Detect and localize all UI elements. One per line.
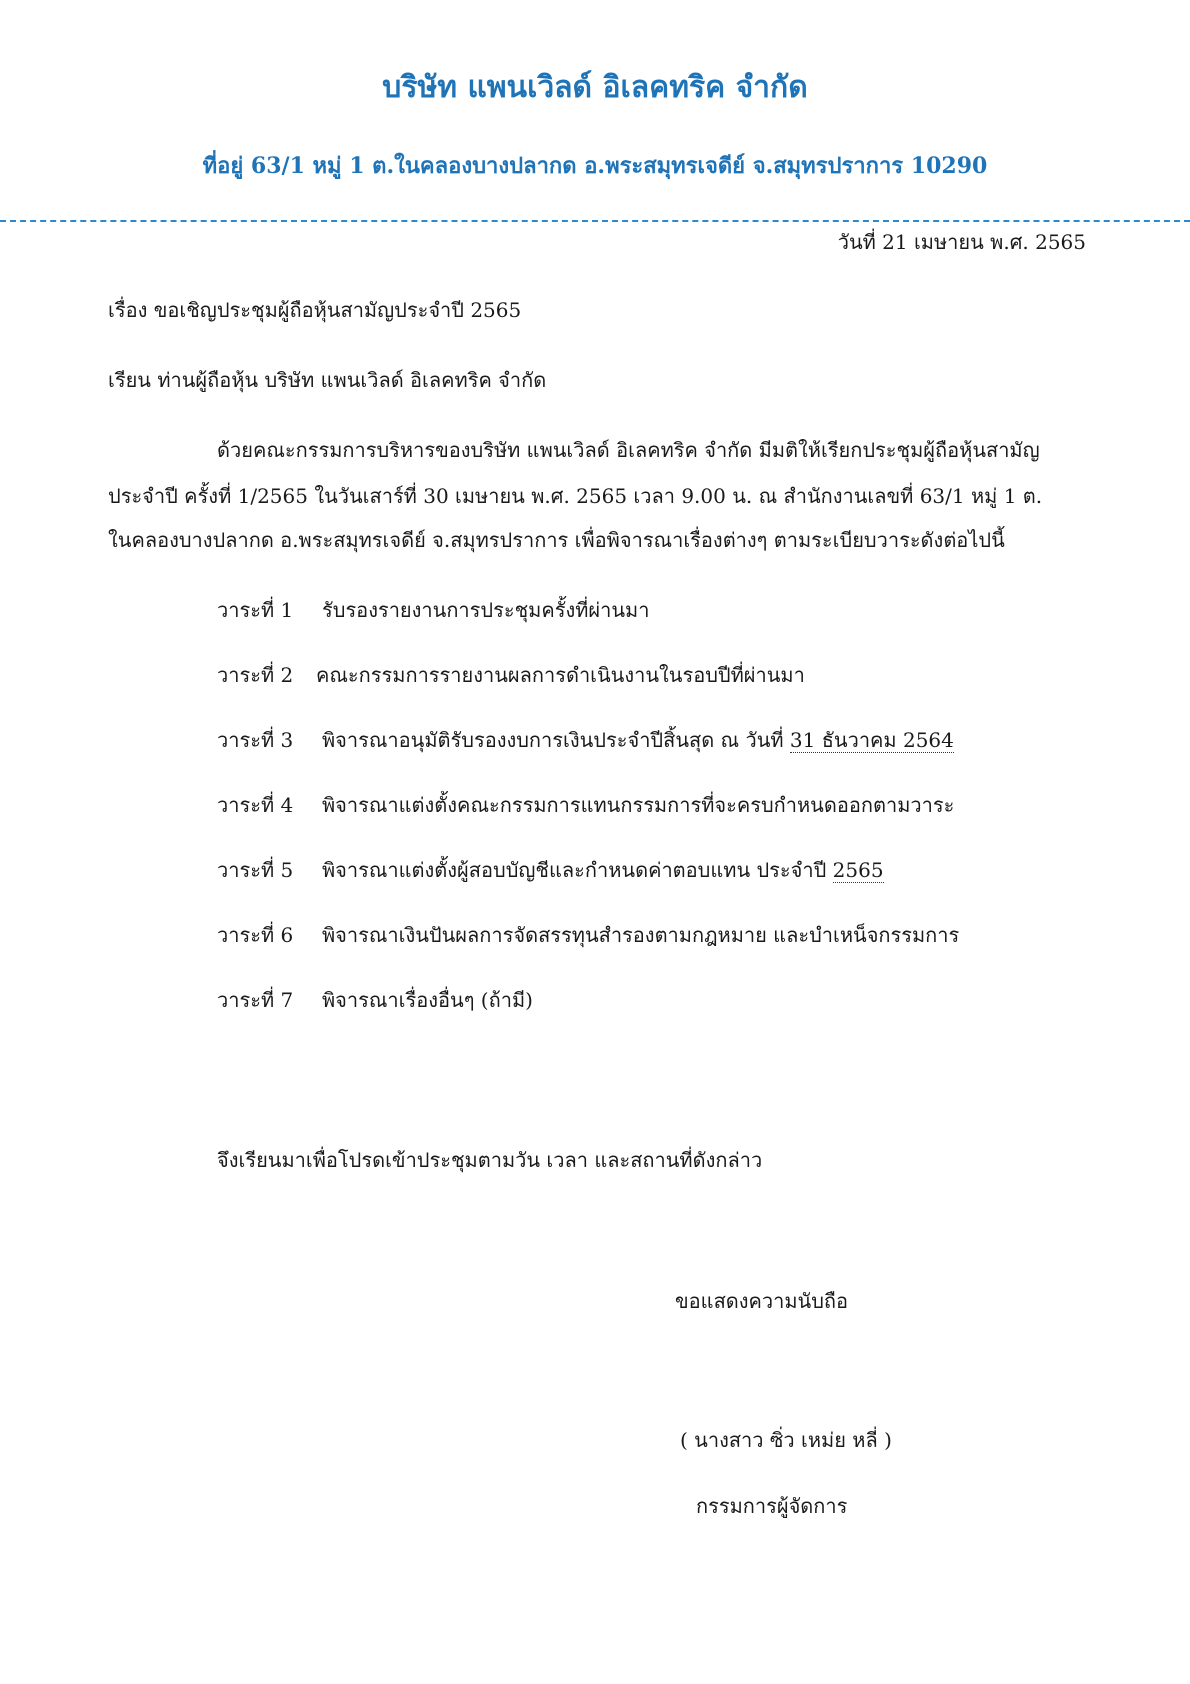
agenda-text: พิจารณาเงินปันผลการจัดสรรทุนสำรองตามกฎหมาย และบำเหน็จกรรมการ <box>322 923 960 947</box>
company-address: ที่อยู่ 63/1 หมู่ 1 ต.ในคลองบางปลากด อ.พระสมุทรเจดีย์ จ.สมุทรปราการ 10290 <box>202 153 988 179</box>
agenda-label: วาระที่ 1 <box>217 598 294 622</box>
agenda-label: วาระที่ 5 <box>217 858 294 882</box>
agenda-label: วาระที่ 4 <box>217 793 294 817</box>
agenda-label: วาระที่ 7 <box>217 988 294 1012</box>
agenda-text: พิจารณาแต่งตั้งคณะกรรมการแทนกรรมการที่จะครบกำหนดออกตามวาระ <box>322 793 955 817</box>
agenda-text: พิจารณาเรื่องอื่นๆ (ถ้ามี) <box>322 988 533 1012</box>
paragraph-line-1: ด้วยคณะกรรมการบริหารของบริษัท แพนเวิลด์ อิเลคทริค จำกัด มีมติให้เรียกประชุมผู้ถือหุ้นสามัญ <box>217 438 1040 462</box>
agenda-label: วาระที่ 3 <box>217 728 294 752</box>
agenda-label: วาระที่ 2 <box>217 663 294 687</box>
signer-name: ( นางสาว ซิ่ว เหม่ย หลี่ ) <box>680 1428 892 1452</box>
agenda-text <box>322 854 884 886</box>
company-name: บริษัท แพนเวิลด์ อิเลคทริค จำกัด <box>382 70 808 105</box>
letter-salutation: เรียน ท่านผู้ถือหุ้น บริษัท แพนเวิลด์ อิเลคทริค จำกัด <box>108 368 547 392</box>
agenda-text: คณะกรรมการรายงานผลการดำเนินงานในรอบปีที่ผ่านมา <box>316 663 805 687</box>
agenda-date-underlined: 31 ธันวาคม 2564 <box>789 728 954 752</box>
agenda-year-underlined: 2565 <box>832 858 884 882</box>
letter-subject: เรื่อง ขอเชิญประชุมผู้ถือหุ้นสามัญประจำปี 2565 <box>108 298 522 322</box>
regards-line: ขอแสดงความนับถือ <box>675 1289 849 1313</box>
paragraph-line-2: ประจำปี ครั้งที่ 1/2565 ในวันเสาร์ที่ 30 เมษายน พ.ศ. 2565 เวลา 9.00 น. ณ สำนักงานเลขที่ 63/1 หมู่ 1 ต. <box>108 484 1043 508</box>
agenda-label: วาระที่ 6 <box>217 923 294 947</box>
signer-position: กรรมการผู้จัดการ <box>696 1494 848 1518</box>
header-divider <box>0 220 1190 222</box>
letter-date: วันที่ 21 เมษายน พ.ศ. 2565 <box>837 230 1086 254</box>
agenda-text-main: พิจารณาแต่งตั้งผู้สอบบัญชีและกำหนดค่าตอบแทน ประจำปี <box>322 858 827 882</box>
agenda-text: รับรองรายงานการประชุมครั้งที่ผ่านมา <box>322 598 650 622</box>
agenda-text-main: พิจารณาอนุมัติรับรองงบการเงินประจำปีสิ้นสุด ณ วันที่ <box>322 728 784 752</box>
paragraph-line-3: ในคลองบางปลากด อ.พระสมุทรเจดีย์ จ.สมุทรปราการ เพื่อพิจารณาเรื่องต่างๆ ตามระเบียบวาระดังต่อไปนี้ <box>108 528 1005 552</box>
closing-statement: จึงเรียนมาเพื่อโปรดเข้าประชุมตามวัน เวลา และสถานที่ดังกล่าว <box>217 1148 763 1172</box>
agenda-text <box>322 724 954 756</box>
